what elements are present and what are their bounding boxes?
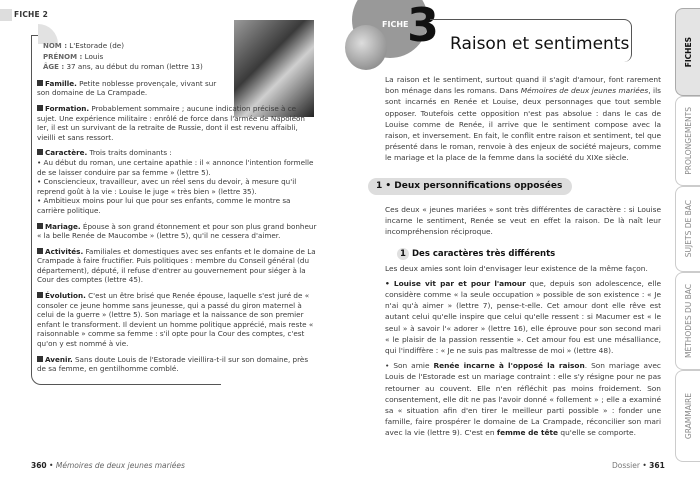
tab-label: MÉTHODES DU BAC	[683, 283, 693, 359]
square-bullet-icon	[37, 149, 43, 155]
age-value: 37 ans, au début du roman (lettre 13)	[64, 62, 203, 72]
tab-label: SUJETS DE BAC	[683, 200, 693, 258]
intro-block	[385, 74, 661, 164]
intro-text-cont: , ils sont incarnés en Renée et Louise, deux personnages que tout semble opposer. Toutefois cette opposition n'est pas absolue : dans le cas de Louise comme de Renée, il arrive que le sentiment compose avec la raison, et inversement. En fait, le conflit entre raison et sentiment, tel que présenté dans le roman, renvoie à des enjeux de société majeurs, comme le mariage et la place de la femme dans la société du XIXe siècle.	[385, 86, 662, 163]
fiche-number: 3	[407, 0, 440, 52]
nom-line	[43, 41, 223, 52]
square-bullet-icon	[37, 80, 43, 86]
prenom-key: PRÉNOM :	[43, 52, 83, 61]
avenir-heading: Avenir.	[45, 354, 73, 364]
femme-de-tete-emphasis: femme de tête	[496, 428, 559, 438]
left-page-footer	[31, 461, 185, 470]
evolution-paragraph	[37, 291, 317, 349]
evolution-text: C'est un être brisé que Renée épouse, laquelle s'est juré de « consoler ce jeune homme sans jeunesse, qui a passé du giron maternel à celui de la guerre » (lettre 5). Son mariage et la naissance de son premier enfant le transforment. Il devient un homme politique apprécié, mais reste « raisonnable » comme sa femme : s'il opte pour la Cour des comptes, c'est qu'on y est nommé à vie.	[37, 291, 314, 349]
intro-book-title: Mémoires de deux jeunes mariées	[520, 86, 649, 96]
footer-title: Dossier	[612, 461, 640, 470]
caractere-item: • Ambitieux moins pour lui que pour ses enfants, comme le montre sa carrière politique.	[37, 196, 291, 215]
tab-prolongements[interactable]	[675, 96, 700, 186]
right-page-footer	[612, 461, 665, 470]
mariage-paragraph	[37, 222, 317, 241]
activites-heading: Activités.	[45, 246, 84, 256]
prenom-value: Louis	[82, 51, 104, 61]
formation-text: Probablement sommaire ; aucune indication précise à ce sujet. Une expérience militaire : enrôlé de force dans l'armée de Napoléon Ier, il est un survivant de la retraite de Russie, dont il est revenu affaibli, vieilli et sans ressort.	[37, 103, 305, 142]
section-body	[385, 204, 661, 439]
tab-fiches[interactable]	[675, 8, 700, 96]
tab-sujets-de-bac[interactable]	[675, 186, 700, 272]
caractere-item: • Au début du roman, une certaine apathie : il « annonce l'intention formelle de se laisser conduire par sa femme » (lettre 5).	[37, 157, 314, 177]
square-bullet-icon	[37, 292, 43, 298]
square-bullet-icon	[37, 356, 43, 362]
square-bullet-icon	[37, 248, 43, 254]
age-key: ÂGE :	[43, 63, 65, 72]
nom-value: L'Estorade (de)	[67, 41, 125, 50]
louise-paragraph	[385, 278, 661, 356]
louise-emphasis: • Louise vit par et pour l'amour	[385, 278, 526, 288]
mariage-heading: Mariage.	[45, 221, 81, 231]
subheading-text: Des caractères très différents	[412, 248, 556, 259]
fiche-2-label: FICHE 2	[14, 10, 49, 19]
formation-heading: Formation.	[45, 103, 90, 113]
caractere-heading: Caractère.	[45, 148, 88, 158]
tab-label: GRAMMAIRE	[683, 392, 693, 440]
age-line	[43, 62, 317, 73]
page-number: 361	[649, 461, 665, 470]
tab-methodes-du-bac[interactable]	[675, 272, 700, 370]
caractere-item: • Consciencieux, travailleur, avec un réel sens du devoir, à mesure qu'il reprend goût à la vie : Louise le juge « très bien » (lettre 35).	[37, 177, 297, 196]
renee-emphasis: Renée incarne à l'opposé la raison	[433, 361, 585, 371]
footer-separator: •	[639, 461, 650, 470]
tab-label: FICHES	[683, 36, 693, 68]
fiche-label: FICHE	[382, 20, 409, 29]
page-title: Raison et sentiments	[450, 34, 630, 54]
subheading-number: 1	[397, 248, 409, 260]
famille-paragraph	[37, 79, 227, 98]
evolution-heading: Évolution.	[45, 291, 86, 301]
famille-heading: Famille.	[45, 78, 77, 88]
intro-paragraph	[385, 74, 661, 164]
avenir-paragraph	[37, 355, 317, 374]
renee-text: • Son amie	[385, 361, 434, 371]
formation-paragraph	[37, 104, 312, 142]
character-sheet	[37, 41, 317, 374]
caractere-paragraph	[37, 148, 317, 215]
louise-text: que, depuis son adolescence, elle considère comme « la seule occupation » possible de son existence : « Je n'ai qu'à aimer » (lettre 7), pense-t-elle. Cet amour dont elle rêve est autant celui qu'elle inspire que celui qu'elle ressent : si Macumer est « le seul » à savoir l'« adorer » (lettre 16), elle éprouve pour son second mari « le plaisir de la passion ressentie ». Cet amour fou est une mésalliance, qui l'indiffère : « Je ne suis pas maîtresse de moi » (lettre 48).	[385, 278, 661, 356]
mariage-text: Épouse à son grand étonnement et pour son plus grand bonheur « la belle Renée de Maucombe » (lettre 5), qu'il ne cessera d'aimer.	[37, 221, 317, 241]
square-bullet-icon	[37, 105, 43, 111]
intro-text: La raison et le sentiment, surtout quand il s'agit d'amour, font rarement bon ménage dans les romans. Dans	[385, 75, 661, 96]
renee-text-end: qu'elle se comporte.	[558, 428, 636, 438]
subheading	[397, 248, 661, 260]
square-bullet-icon	[37, 223, 43, 229]
page-number: 360	[31, 461, 47, 470]
activites-paragraph	[37, 247, 317, 285]
avenir-text: Sans doute Louis de l'Estorade vieillira-t-il sur son domaine, près de sa femme, en gentilhomme comblé.	[37, 354, 309, 374]
caractere-text: Trois traits dominants :	[87, 148, 172, 158]
section-heading: 1 • Deux personnifications opposées	[368, 178, 572, 195]
footer-separator: •	[46, 461, 56, 470]
tab-label: PROLONGEMENTS	[683, 107, 693, 175]
famille-text: Petite noblesse provençale, vivant sur son domaine de La Crampade.	[37, 78, 217, 98]
activites-text: Familiales et domestiques avec ses enfants et le domaine de La Crampade à faire fructifier. Puis politiques : membre du Conseil général (du département), député, il refuse d'entrer au gouvernement pour siéger à la Cour des comptes (lettre 45).	[37, 246, 316, 285]
tab-grammaire[interactable]	[675, 370, 700, 462]
renee-paragraph	[385, 360, 661, 438]
book-title: Mémoires de deux jeunes mariées	[55, 461, 185, 470]
section-paragraph: Ces deux « jeunes mariées » sont très différentes de caractère : si Louise incarne le sentiment, Renée se veut en effet la raison. De là naît leur incompréhension réciproque.	[385, 205, 661, 237]
renee-text-cont: . Son mariage avec Louis de l'Estorade est un mariage contraint : elle s'y résigne pour ne pas retourner au couvent. Elle n'en réfléchit pas moins froidement. Son consentement, elle dit ne pas l'avoir donné « follement » ; elle a examiné sa « situation afin d'en tirer le meilleur parti possible » : fonder une famille, faire prospérer le domaine de La Crampade, réconcilier son mari avec la vie (lettre 9). C'est en	[385, 361, 661, 438]
section-tabs	[675, 0, 700, 490]
two-women-illustration	[345, 25, 387, 70]
prenom-line	[43, 52, 317, 63]
nom-key: NOM :	[43, 42, 68, 50]
paragraph: Les deux amies sont loin d'envisager leur existence de la même façon.	[385, 263, 648, 273]
fiche-marker	[0, 9, 12, 21]
